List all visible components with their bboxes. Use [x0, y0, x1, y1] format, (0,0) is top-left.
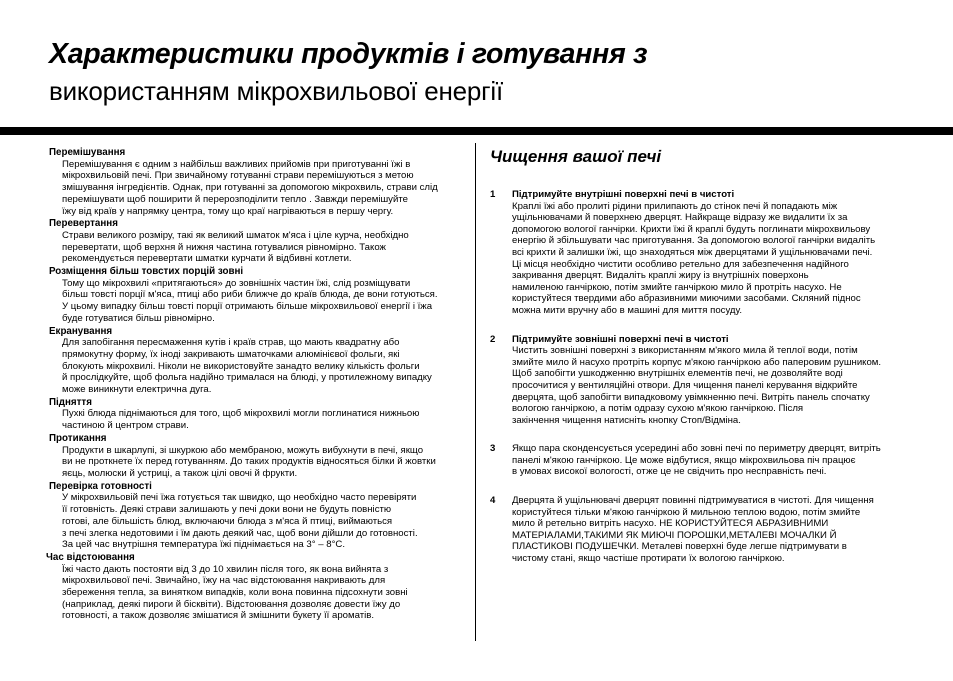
- section-title: Перемішування: [49, 147, 126, 158]
- text-line: частиною й центром страви.: [62, 420, 189, 432]
- page-subtitle: використанням мікрохвильової енергії: [49, 76, 504, 106]
- item-number: 3: [490, 443, 496, 455]
- text-line: змийте мило й насухо протріть корпус м'якою ганчіркою або паперовим рушником.: [512, 356, 882, 368]
- text-line: У мікрохвильовій печі їжа готується так швидко, що необхідно часто перевіряти: [62, 492, 417, 504]
- text-line: більш товсті порції м'яса, птиці або риби ближче до країв блюда, де вони готуються.: [62, 289, 438, 301]
- section-body: [49, 492, 475, 551]
- section-body: [49, 408, 475, 431]
- text-line: Продукти в шкарлупі, зі шкуркою або мембраною, можуть вибухнути в печі, якщо: [62, 444, 424, 456]
- text-line: ущільнювачами й поверхнею дверцят. Найкраще відразу же видалити їх за: [512, 212, 848, 224]
- cleaning-item: [490, 495, 940, 565]
- section-title: Екранування: [49, 325, 113, 337]
- item-title: Підтримуйте внутрішні поверхні печі в чистоті: [512, 189, 735, 200]
- text-line: закінчення чищення натисніть кнопку Стоп/Відміна.: [512, 414, 741, 426]
- text-line: перемішувати щоб поширити й перерозподілити тепло . Завжди перемішуйте: [62, 193, 408, 205]
- text-line: Краплі їжі або пролиті рідини прилипають до стінок печі й попадають між: [512, 200, 838, 212]
- cleaning-item: [490, 334, 940, 427]
- text-line: Щоб запобігти ушкодженню внутрішніх елементів печі, не дозволяйте воді: [512, 368, 843, 380]
- text-line: яєць, молюски й устриці, а також цілі овочі й фрукти.: [62, 467, 298, 479]
- text-line: мікрохвильової печі. Звичайно, їжу на час відстоювання накривають для: [62, 575, 386, 587]
- text-line: мікрохвильовій печі. При звичайному готуванні страви перемішуються з метою: [62, 170, 414, 182]
- text-line: чистому стані, якщо частіше протирати їх вологою ганчіркою.: [512, 553, 785, 565]
- section: [49, 218, 475, 265]
- cleaning-item: [490, 189, 940, 317]
- text-line: дверцята, щоб запобігти випадковому увімкненню печі. Витріть панель спочатку: [512, 391, 870, 403]
- item-body: [490, 345, 940, 426]
- text-line: збереження тепла, за винятком випадків, коли вона повинна підсохнути зовні: [62, 587, 408, 599]
- section: [49, 147, 475, 217]
- cleaning-item: [490, 443, 940, 478]
- text-line: буде готуватися більш рівномірно.: [62, 312, 215, 324]
- section-title: Час відстоювання: [46, 551, 135, 563]
- section: [49, 481, 475, 551]
- section: [49, 433, 475, 480]
- section-body: [49, 278, 475, 325]
- text-line: Якщо пара сконденсується усередині або зовні печі по периметру дверцят, витріть: [512, 443, 881, 455]
- page-title: Характеристики продуктів і готування з: [49, 38, 648, 70]
- text-line: готові, але більшість блюд, включаючи блюда з м'яса й птиці, виймаються: [62, 515, 393, 527]
- text-line: мило й ретельно витріть насухо. НЕ КОРИСТУЙТЕСЯ АБРАЗИВНИМИ: [512, 518, 829, 530]
- left-column: [46, 147, 475, 623]
- text-line: намиленою ганчіркою, потім змийте ганчіркою мило й протріть насухо. Не: [512, 281, 842, 293]
- text-line: всі крихти й залишки їжі, що знаходяться між дверцятами й ущільнювачами печі.: [512, 246, 873, 258]
- text-line: ПЛАСТИКОВІ ПОДУШЕЧКИ. Металеві поверхні буде легше підтримувати в: [512, 541, 847, 553]
- cleaning-title: Чищення вашої печі: [490, 147, 662, 166]
- section-title: Розміщення більш товстих порцій зовні: [49, 266, 244, 278]
- section-body: [49, 159, 475, 218]
- text-line: в умовах високої вологості, отже це не свідчить про несправність печі.: [512, 466, 827, 478]
- section-body: [49, 337, 475, 396]
- text-line: її готовність. Деякі страви залишають у печі доки вони не будуть повністю: [62, 504, 392, 516]
- header-rule: [0, 127, 953, 135]
- section: [49, 397, 475, 432]
- section: [46, 551, 475, 622]
- item-number: 1: [490, 189, 496, 200]
- text-line: Чистить зовнішні поверхні з використанням м'якого мила й теплої води, потім: [512, 345, 858, 357]
- text-line: готовності, а також дозволяє змішатися й змішнити букету її ароматів.: [62, 610, 375, 622]
- text-line: блокують мікрохвилі. Ніколи не використовуйте занадто велику кількість фольги: [62, 360, 420, 372]
- text-line: Страви великого розміру, такі як великий шматок м'яса і ціле курча, необхідно: [62, 229, 409, 241]
- text-line: Їжі часто дають постояти від 3 до 10 хвилин після того, як вона вийнята з: [62, 563, 389, 575]
- section-body: [49, 230, 475, 265]
- item-body: [490, 495, 940, 565]
- item-body: [490, 443, 940, 478]
- text-line: Тому що мікрохвилі «притягаються» до зовнішніх частин їжі, слід розміщувати: [62, 277, 411, 289]
- text-line: Пухкі блюда піднімаються для того, щоб мікрохвилі могли поглинатися нижньою: [62, 408, 420, 420]
- text-line: може виникнути електрична дуга.: [62, 384, 212, 396]
- cleaning-items: [490, 189, 940, 565]
- section: [49, 266, 475, 325]
- text-line: прямокутну форму, їх іноді закривають шматочками алюмінієвої фольги, які: [62, 348, 400, 360]
- text-line: У цьому випадку більш товсті порції отримають більше мікрохвильової енергії і їжа: [62, 301, 433, 313]
- text-line: За цей час внутрішня температура їжі піднімається на 3° – 8°C.: [62, 539, 345, 551]
- text-line: панелі м'якою ганчіркою. Це може відбутися, якщо мікрохвильова піч працює: [512, 454, 856, 466]
- text-line: користуйтеся тільки м'якою ганчіркою й мильною теплою водою, потім змийте: [512, 506, 861, 518]
- section-body: [49, 564, 475, 623]
- text-line: Ці місця необхідно чистити особливо ретельно для забезпечення надійного: [512, 258, 849, 270]
- section-body: [49, 445, 475, 480]
- text-line: рекомендується перевертати шматки курчати й відбивні котлети.: [62, 253, 352, 265]
- text-line: енергію й збільшувати час приготування. За допомогою вологої ганчірки видаліть: [512, 235, 876, 247]
- text-line: допомогою вологої ганчірки. Крихти їжі й краплі будуть поглинати мікрохвильову: [512, 223, 871, 235]
- column-divider: [475, 143, 476, 641]
- text-line: вологою ганчіркою, а потім одразу сухою м'якою ганчіркою. Після: [512, 403, 804, 415]
- item-number: 4: [490, 495, 496, 507]
- text-line: закривання дверцят. Видаліть краплі жиру із внутрішніх поверхонь: [512, 270, 809, 282]
- text-line: просочитися у вентиляційні отвори. Для чищення панелі керування відкрийте: [512, 379, 858, 391]
- text-line: користуйтеся твердими або абразивними миючими засобами. Скляний піднос: [512, 293, 861, 305]
- text-line: Перемішування є одним з найбільш важливих прийомів при приготуванні їжі в: [62, 158, 411, 170]
- text-line: змішування інгредієнтів. Однак, при готуванні за допомогою мікрохвиль, страви слід: [62, 182, 438, 194]
- text-line: Для запобігання пересмаження кутів і країв страв, що мають квадратну або: [62, 337, 400, 349]
- section-title: Підняття: [49, 396, 92, 408]
- item-title: Підтримуйте зовнішні поверхні печі в чистоті: [512, 333, 729, 345]
- text-line: (наприклад, деякі пироги й бісквіти). Відстоювання дозволяє довести їжу до: [62, 598, 401, 610]
- text-line: й прослідкуйте, щоб фольга надійно трималася на блюді, у протилежному випадку: [62, 372, 432, 384]
- text-line: ви не проткнете їх перед готуванням. До таких продуктів відносяться білки й жовтки: [62, 456, 436, 468]
- text-line: їжу від країв у напрямку центра, тому що краї нагріваються в першу чергу.: [62, 205, 394, 217]
- section-title: Перевертання: [49, 218, 118, 230]
- text-line: можна мити вручну або в машині для миття посуду.: [512, 304, 743, 316]
- item-body: [490, 201, 940, 317]
- section-title: Перевірка готовності: [49, 480, 152, 492]
- text-line: Дверцята й ущільнювачі дверцят повинні підтримуватися в чистоті. Для чищення: [512, 495, 874, 507]
- right-column: [490, 147, 940, 582]
- section: [49, 326, 475, 396]
- text-line: МАТЕРІАЛАМИ,ТАКИМИ ЯК МИЮЧІ ПОРОШКИ,МЕТАЛЕВІ МОЧАЛКИ Й: [512, 529, 837, 541]
- text-line: перевертати, щоб верхня й нижня частина готувалися рівномірно. Також: [62, 241, 386, 253]
- text-line: з печі злегка недотовими і їм дають деякий час, щоб вони дійшли до готовності.: [62, 527, 418, 539]
- item-number: 2: [490, 333, 496, 345]
- section-title: Протикання: [49, 432, 107, 444]
